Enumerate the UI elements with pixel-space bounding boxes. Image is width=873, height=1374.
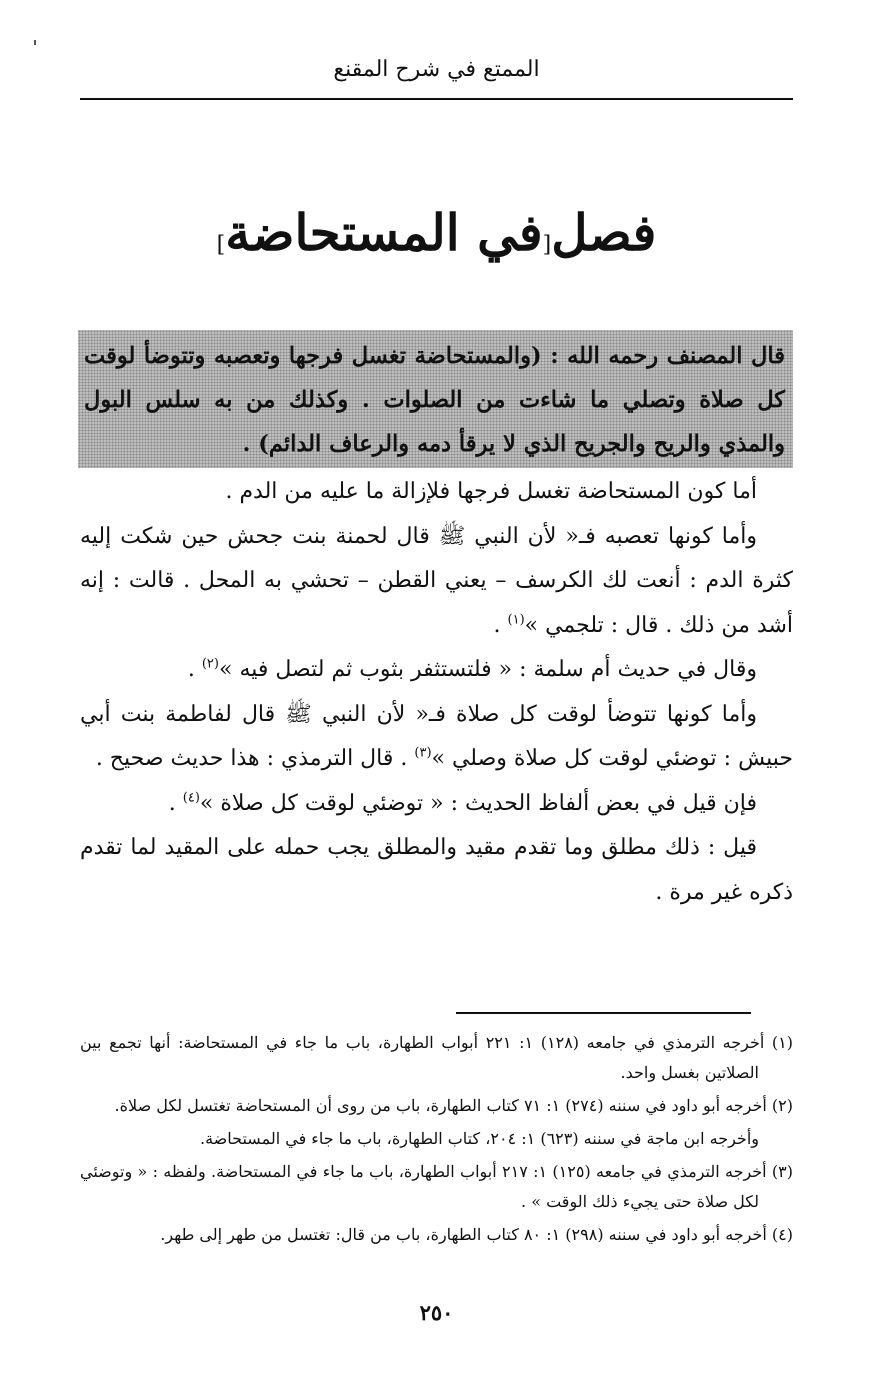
paragraph-3 <box>80 648 793 693</box>
paragraph-4-text: وأما كونها تتوضأ لوقت كل صلاة فـ« لأن النبي ﷺ قال لفاطمة بنت أبي حبيش : توضئي لوقت كل صلاة وصلي » <box>80 701 793 771</box>
paragraph-2 <box>80 515 793 649</box>
paragraph-2-end: . <box>493 612 508 638</box>
footnotes <box>80 1028 793 1253</box>
page-number: ٢٥٠ <box>419 1300 454 1325</box>
paragraph-5-end: . <box>168 790 183 816</box>
chapter-title <box>80 188 793 291</box>
chapter-topic: في المستحاضة <box>225 203 543 262</box>
footnote-separator <box>456 1012 751 1014</box>
chapter-word: فصل <box>551 203 657 262</box>
scan-mark <box>34 40 36 45</box>
header-rule <box>80 98 793 100</box>
footnote-ref-1[interactable]: (١) <box>507 612 525 628</box>
matn-quote-box: قال المصنف رحمه الله : (والمستحاضة تغسل فرجها وتعصبه وتتوضأ لوقت كل صلاة وتصلي ما شاءت من الصلوات . وكذلك من به سلس البول والمذي والريح والجريح الذي لا يرقأ دمه والرعاف الدائم) . <box>78 330 793 468</box>
footnote-4: (٤) أخرجه أبو داود في سننه (٢٩٨) ١: ٨٠ كتاب الطهارة، باب من قال: تغتسل من طهر إلى طهر. <box>160 1225 793 1244</box>
footnote-2-continuation: وأخرجه ابن ماجة في سننه (٦٢٣) ١: ٢٠٤، كتاب الطهارة، باب ما جاء في المستحاضة. <box>200 1129 759 1148</box>
paragraph-1: أما كون المستحاضة تغسل فرجها فلإزالة ما عليه من الدم . <box>225 479 757 504</box>
running-header: الممتع في شرح المقنع <box>333 57 540 82</box>
footnote-ref-3[interactable]: (٣) <box>414 745 432 761</box>
paragraph-4-end: . قال الترمذي : هذا حديث صحيح . <box>95 746 415 771</box>
commentary-body <box>80 470 793 915</box>
paragraph-5 <box>80 782 793 827</box>
chapter-close-bracket: ] <box>216 232 226 258</box>
paragraph-2-text: وأما كونها تعصبه فـ« لأن النبي ﷺ قال لحمنة بنت جحش حين شكت إليه كثرة الدم : أنعت لك الكرسف – يعني القطن – تحشي به المحل . قالت : إنه أشد من ذلك . قال : تلجمي » <box>80 523 793 638</box>
paragraph-4 <box>80 693 793 782</box>
chapter-open-bracket: [ <box>542 232 552 258</box>
footnote-3: (٣) أخرجه الترمذي في جامعه (١٢٥) ١: ٢١٧ أبواب الطهارة، باب ما جاء في المستحاضة. ولفظه : « وتوضئي لكل صلاة حتى يجيء ذلك الوقت » . <box>80 1162 794 1211</box>
paragraph-5-text: فإن قيل في بعض ألفاظ الحديث : « توضئي لوقت كل صلاة » <box>199 790 757 816</box>
paragraph-3-end: . <box>187 657 202 682</box>
paragraph-6: قيل : ذلك مطلق وما تقدم مقيد والمطلق يجب حمله على المقيد لما تقدم ذكره غير مرة . <box>80 835 793 905</box>
footnote-2: (٢) أخرجه أبو داود في سننه (٢٧٤) ١: ٧١ كتاب الطهارة، باب من روى أن المستحاضة تغتسل لكل صلاة. <box>114 1096 793 1115</box>
paragraph-3-text: وقال في حديث أم سلمة : « فلتستثفر بثوب ثم لتصل فيه » <box>218 657 757 682</box>
footnote-ref-4[interactable]: (٤) <box>182 790 200 806</box>
footnote-1: (١) أخرجه الترمذي في جامعه (١٢٨) ١: ٢٢١ أبواب الطهارة، باب ما جاء في المستحاضة: أنها تجمع بين الصلاتين بغسل واحد. <box>80 1033 794 1082</box>
footnote-ref-2[interactable]: (٢) <box>201 656 219 672</box>
